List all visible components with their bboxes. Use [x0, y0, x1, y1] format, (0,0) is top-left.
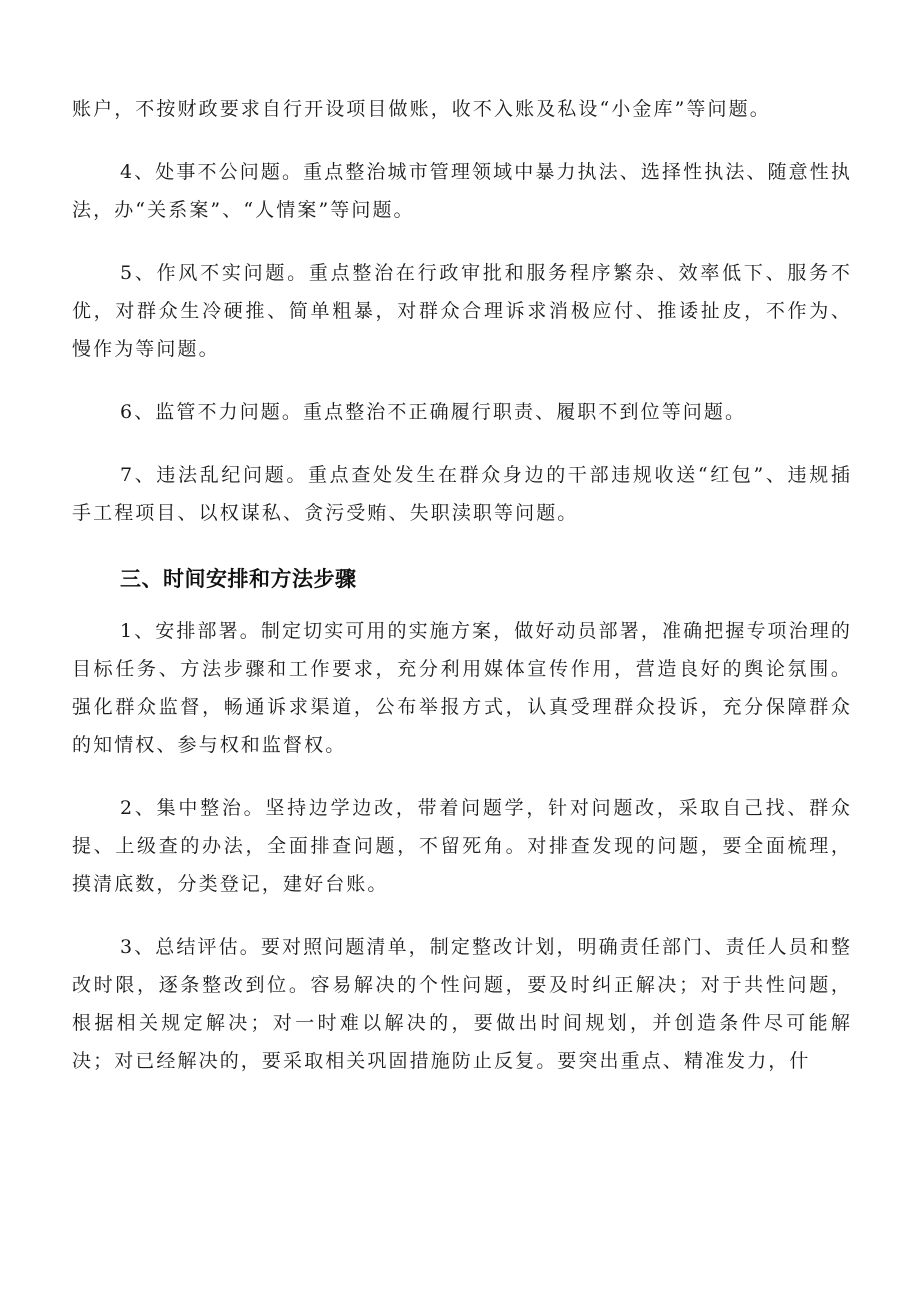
paragraph-step-2: 2、集中整治。坚持边学边改，带着问题学，针对问题改，采取自己找、群众提、上级查的办法，全面排查问题，不留死角。对排查发现的问题，要全面梳理，摸清底数，分类登记，建好台账。 [72, 797, 852, 895]
section-heading: 三、时间安排和方法步骤 [120, 567, 357, 591]
paragraph-step-1: 1、安排部署。制定切实可用的实施方案，做好动员部署，准确把握专项治理的目标任务、方法步骤和工作要求，充分利用媒体宣传作用，营造良好的舆论氛围。强化群众监督，畅通诉求渠道，公布举报方式，认真受理群众投诉，充分保障群众的知情权、参与权和监督权。 [72, 620, 852, 756]
paragraph-item-7: 7、违法乱纪问题。重点查处发生在群众身边的干部违规收送“红包”、违规插手工程项目、以权谋私、贪污受贿、失职渎职等问题。 [72, 464, 852, 524]
paragraph-item-5: 5、作风不实问题。重点整治在行政审批和服务程序繁杂、效率低下、服务不优，对群众生冷硬推、简单粗暴，对群众合理诉求消极应付、推诿扯皮，不作为、慢作为等问题。 [72, 262, 852, 360]
paragraph-step-3: 3、总结评估。要对照问题清单，制定整改计划，明确责任部门、责任人员和整改时限，逐条整改到位。容易解决的个性问题，要及时纠正解决；对于共性问题，根据相关规定解决；对一时难以解决的，要做出时间规划，并创造条件尽可能解决；对已经解决的，要采取相关巩固措施防止反复。要突出重点、精准发力，什 [72, 936, 852, 1072]
paragraph-item-4: 4、处事不公问题。重点整治城市管理领域中暴力执法、选择性执法、随意性执法，办“关系案”、“人情案”等问题。 [72, 161, 852, 221]
paragraph-continuation: 账户，不按财政要求自行开设项目做账，收不入账及私设“小金库”等问题。 [72, 98, 771, 120]
paragraph-item-6: 6、监管不力问题。重点整治不正确履行职责、履职不到位等问题。 [120, 401, 747, 423]
document-page [72, 90, 852, 1080]
